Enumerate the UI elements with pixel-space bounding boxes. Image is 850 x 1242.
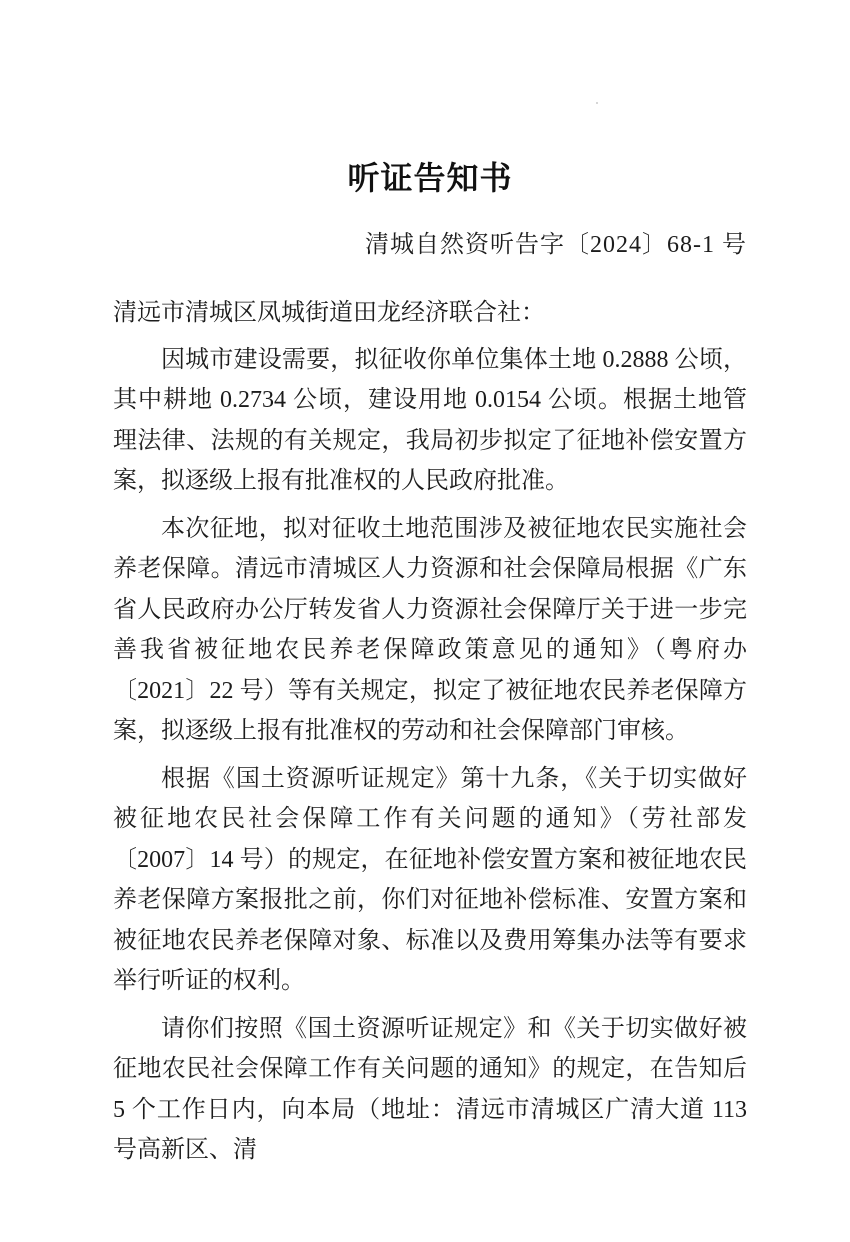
scan-noise-speck: [596, 102, 598, 104]
body-paragraph-4: 请你们按照《国土资源听证规定》和《关于切实做好被征地农民社会保障工作有关问题的通知》的规定，在告知后 5 个工作日内，向本局（地址：清远市清城区广清大道 113 号高新区、清: [113, 1015, 747, 1163]
body-paragraph-3: 根据《国土资源听证规定》第十九条，《关于切实做好被征地农民社会保障工作有关问题的通知》（劳社部发〔2007〕14 号）的规定，在征地补偿安置方案和被征地农民养老保障方案报批之前，你们对征地补偿标准、安置方案和被征地农民养老保障对象、标准以及费用筹集办法等有要求举行听证的权利。: [113, 765, 747, 994]
addressee-line: 清远市清城区凤城街道田龙经济联合社：: [113, 300, 545, 326]
document-body: [113, 340, 747, 1171]
document-title: 听证告知书: [347, 160, 513, 196]
document-reference-number: 清城自然资听告字〔2024〕68-1 号: [365, 232, 747, 258]
body-paragraph-2: 本次征地，拟对征收土地范围涉及被征地农民实施社会养老保障。清远市清城区人力资源和社会保障局根据《广东省人民政府办公厅转发省人力资源社会保障厅关于进一步完善我省被征地农民养老保障政策意见的通知》（粤府办〔2021〕22 号）等有关规定，拟定了被征地农民养老保障方案，拟逐级上报有批准权的劳动和社会保障部门审核。: [113, 515, 747, 744]
body-paragraph-1: 因城市建设需要，拟征收你单位集体土地 0.2888 公顷，其中耕地 0.2734 公顷，建设用地 0.0154 公顷。根据土地管理法律、法规的有关规定，我局初步拟定了征地补偿安置方案，拟逐级上报有批准权的人民政府批准。: [113, 346, 747, 494]
